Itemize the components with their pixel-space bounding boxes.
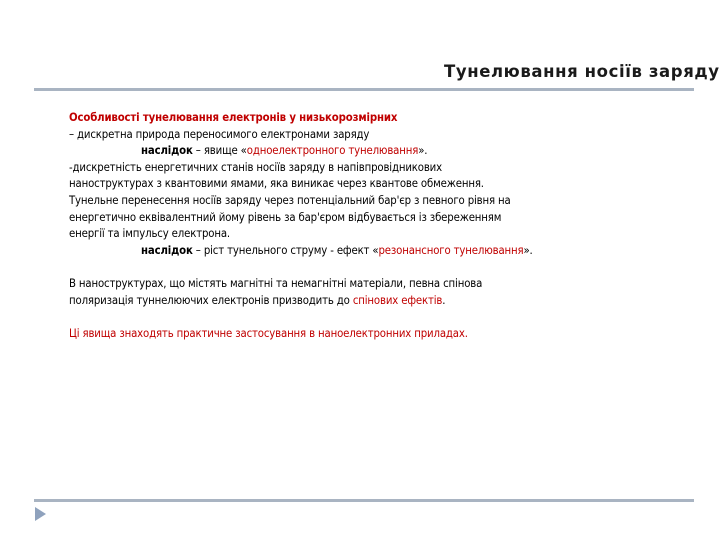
triangle-right-icon[interactable] (35, 507, 46, 521)
paragraph-gap (69, 309, 709, 326)
body-line: енергетично еквівалентний йому рівень за бар'єром відбувається із збереженням (69, 210, 502, 224)
body-line (69, 293, 709, 310)
highlighted-term: спінових ефектів (352, 293, 443, 307)
consequence-line (69, 243, 709, 260)
slide-title: Тунелювання носіїв заряду (444, 62, 720, 81)
conclusion-line: Ці явища знаходять практичне застосування в наноелектронних приладах. (69, 326, 468, 340)
slide-body (69, 110, 709, 342)
body-text-end: . (442, 293, 446, 307)
paragraph-gap (69, 259, 709, 276)
consequence-end: ». (523, 243, 533, 257)
section-heading: Особливості тунелювання електронів у низькорозмірних (69, 111, 398, 124)
consequence-text: – ріст тунельного струму - ефект « (192, 243, 379, 257)
consequence-text: – явище « (192, 144, 247, 158)
body-line: -дискретність енергетичних станів носіїв заряду в напівпровідникових (69, 160, 443, 174)
highlighted-term: резонансного тунелювання (378, 243, 524, 257)
body-line: наноструктурах з квантовими ямами, яка виникає через квантове обмеження. (69, 177, 484, 191)
body-line: – дискретна природа переносимого електронами заряду (69, 127, 370, 141)
consequence-end: ». (418, 144, 428, 158)
body-line: В наноструктурах, що містять магнітні та немагнітні матеріали, певна спінова (69, 276, 483, 290)
consequence-label: наслідок (141, 144, 193, 158)
body-line: Тунельне перенесення носіїв заряду через потенціальний бар'єр з певного рівня на (69, 193, 511, 207)
body-text: поляризація туннелюючих електронів призводить до (69, 293, 353, 307)
consequence-line (69, 143, 709, 160)
consequence-label: наслідок (141, 243, 193, 257)
bottom-divider (34, 499, 694, 502)
body-line: енергії та імпульсу електрона. (69, 227, 231, 241)
top-divider (34, 88, 694, 91)
highlighted-term: одноелектронного тунелювання (246, 144, 419, 158)
